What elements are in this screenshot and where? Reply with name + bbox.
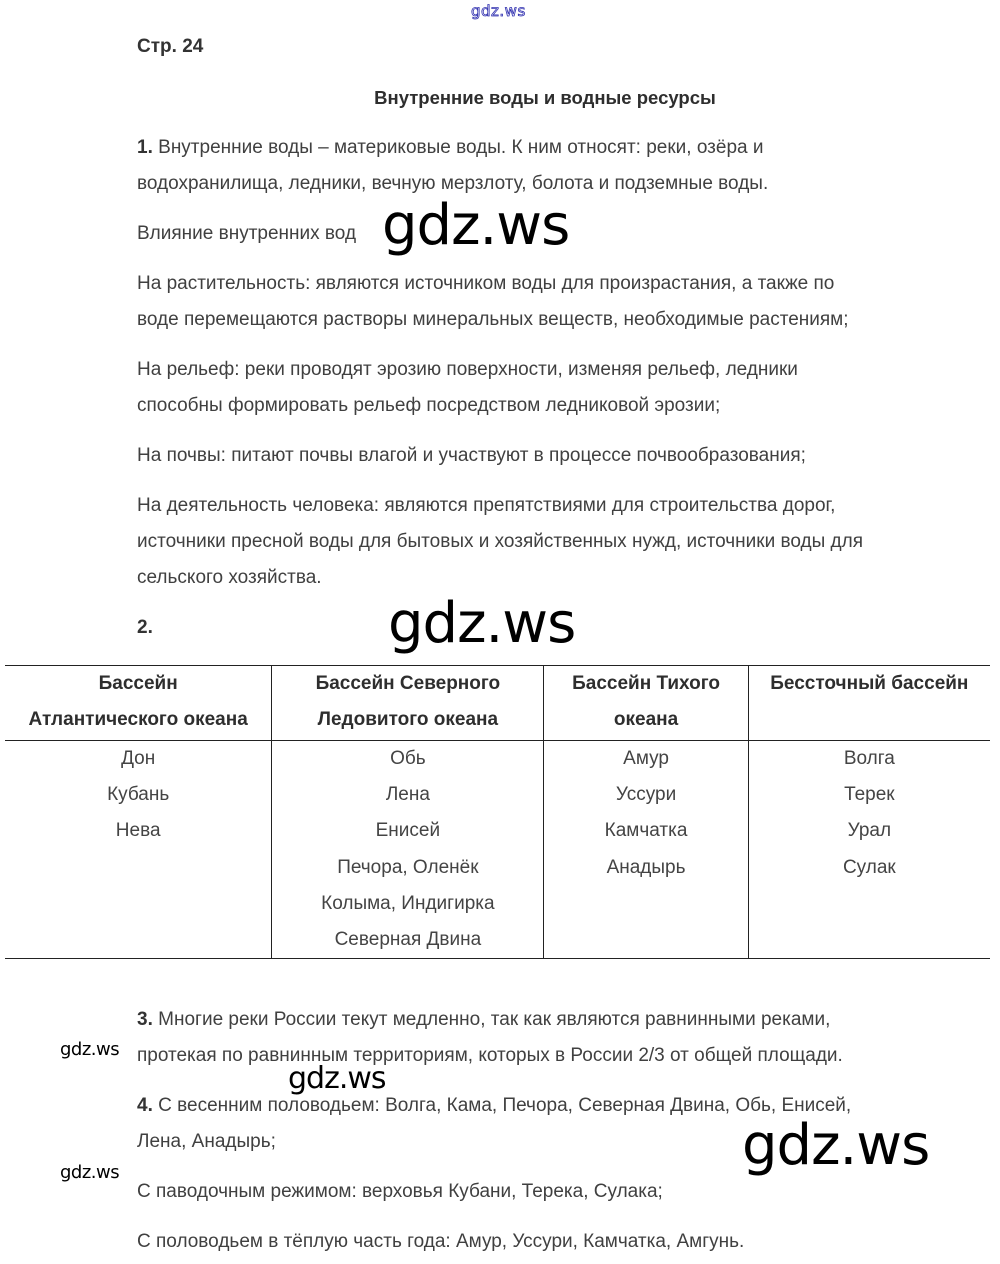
river-item: Урал xyxy=(847,820,892,842)
task3-line2: протекая по равнинным территориям, которых в России 2/3 от общей площади. xyxy=(137,1045,843,1066)
task3-text-line1: Многие реки России текут медленно, так как являются равнинными реками, xyxy=(158,1009,831,1030)
cell-endorheic-rivers xyxy=(748,741,990,959)
watermark-top: gdz.ws xyxy=(471,2,526,20)
header-endorheic: Бессточный бассейн xyxy=(748,666,990,741)
river-item: Камчатка xyxy=(604,820,688,842)
vegetation-line2: воде перемещаются растворы минеральных веществ, необходимые растениям; xyxy=(137,309,849,330)
river-item: Терек xyxy=(844,784,895,806)
watermark-1: gdz.ws xyxy=(382,193,570,258)
human-line2: источники пресной воды для бытовых и хозяйственных нужд, источники воды для xyxy=(137,531,863,552)
influence-label: Влияние внутренних вод xyxy=(137,223,357,244)
watermark-5: gdz.ws xyxy=(742,1113,930,1178)
page-title: Внутренние воды и водные ресурсы xyxy=(374,87,716,108)
page-number: Стр. 24 xyxy=(137,36,204,57)
river-item: Кубань xyxy=(107,784,170,806)
table-row xyxy=(5,741,990,959)
cell-atlantic-rivers xyxy=(5,741,272,959)
relief-line1: На рельеф: реки проводят эрозию поверхности, изменяя рельеф, ледники xyxy=(137,359,798,380)
task1-number: 1. xyxy=(137,137,153,158)
soil-line: На почвы: питают почвы влагой и участвуют в процессе почвообразования; xyxy=(137,445,806,466)
task4-number: 4. xyxy=(137,1095,153,1116)
task1-line2: водохранилища, ледники, вечную мерзлоту, болота и подземные воды. xyxy=(137,173,769,194)
river-item: Дон xyxy=(121,748,156,769)
river-item: Волга xyxy=(843,748,895,769)
river-item: Анадырь xyxy=(606,856,686,878)
river-item: Амур xyxy=(623,748,669,769)
task4-text-line1: С весенним половодьем: Волга, Кама, Печора, Северная Двина, Обь, Енисей, xyxy=(158,1095,852,1116)
task3-number: 3. xyxy=(137,1009,153,1030)
table-header-row xyxy=(5,666,990,741)
cell-pacific-rivers xyxy=(544,741,748,959)
river-item: Нева xyxy=(115,820,161,842)
task4-line2: Лена, Анадырь; xyxy=(137,1131,276,1152)
human-line1: На деятельность человека: являются препятствиями для строительства дорог, xyxy=(137,495,836,516)
river-item: Сулак xyxy=(842,856,896,878)
vegetation-line1: На растительность: являются источником воды для произрастания, а также по xyxy=(137,273,835,294)
river-item: Обь xyxy=(390,748,426,769)
watermark-3: gdz.ws xyxy=(60,1039,120,1060)
task1-line1 xyxy=(137,137,763,159)
river-item: Уссури xyxy=(615,784,677,806)
watermark-4: gdz.ws xyxy=(288,1061,386,1096)
header-pacific: Бассейн Тихого океана xyxy=(544,666,748,741)
river-item: Лена xyxy=(385,784,430,806)
watermark-2: gdz.ws xyxy=(388,591,576,656)
task1-text-line1: Внутренние воды – материковые воды. К ним относят: реки, озёра и xyxy=(158,137,764,158)
river-item: Колыма, Индигирка xyxy=(321,892,495,914)
human-line3: сельского хозяйства. xyxy=(137,567,322,588)
river-basins-table xyxy=(5,665,990,959)
header-arctic: Бассейн Северного Ледовитого океана xyxy=(272,666,544,741)
relief-line2: способны формировать рельеф посредством ледниковой эрозии; xyxy=(137,395,721,416)
river-item: Печора, Оленёк xyxy=(337,856,479,878)
task3-line1 xyxy=(137,1009,830,1031)
task4-line3: С паводочным режимом: верховья Кубани, Терека, Сулака; xyxy=(137,1181,663,1202)
cell-arctic-rivers xyxy=(272,741,544,959)
header-atlantic: Бассейн Атлантического океана xyxy=(5,666,272,741)
river-item: Северная Двина xyxy=(334,929,482,951)
watermark-6: gdz.ws xyxy=(60,1162,120,1183)
task4-line4: С половодьем в тёплую часть года: Амур, Уссури, Камчатка, Амгунь. xyxy=(137,1231,745,1252)
task2-number: 2. xyxy=(137,617,153,638)
river-item: Енисей xyxy=(375,820,441,842)
